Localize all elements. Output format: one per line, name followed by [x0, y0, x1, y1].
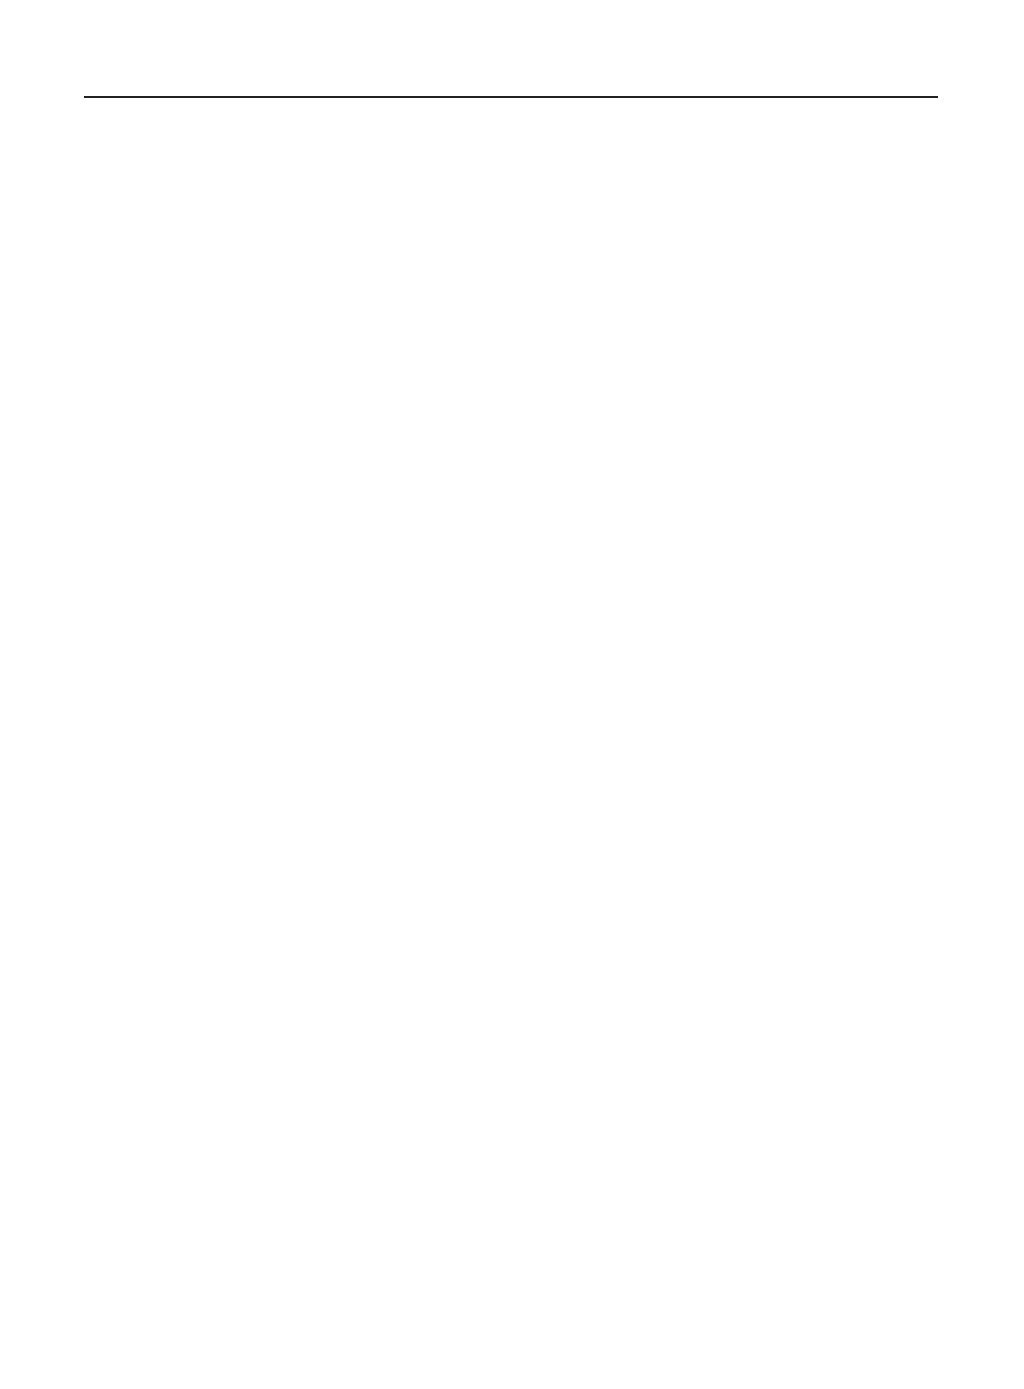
running-header [84, 66, 938, 96]
header-divider [84, 96, 938, 98]
left-column [84, 118, 501, 120]
